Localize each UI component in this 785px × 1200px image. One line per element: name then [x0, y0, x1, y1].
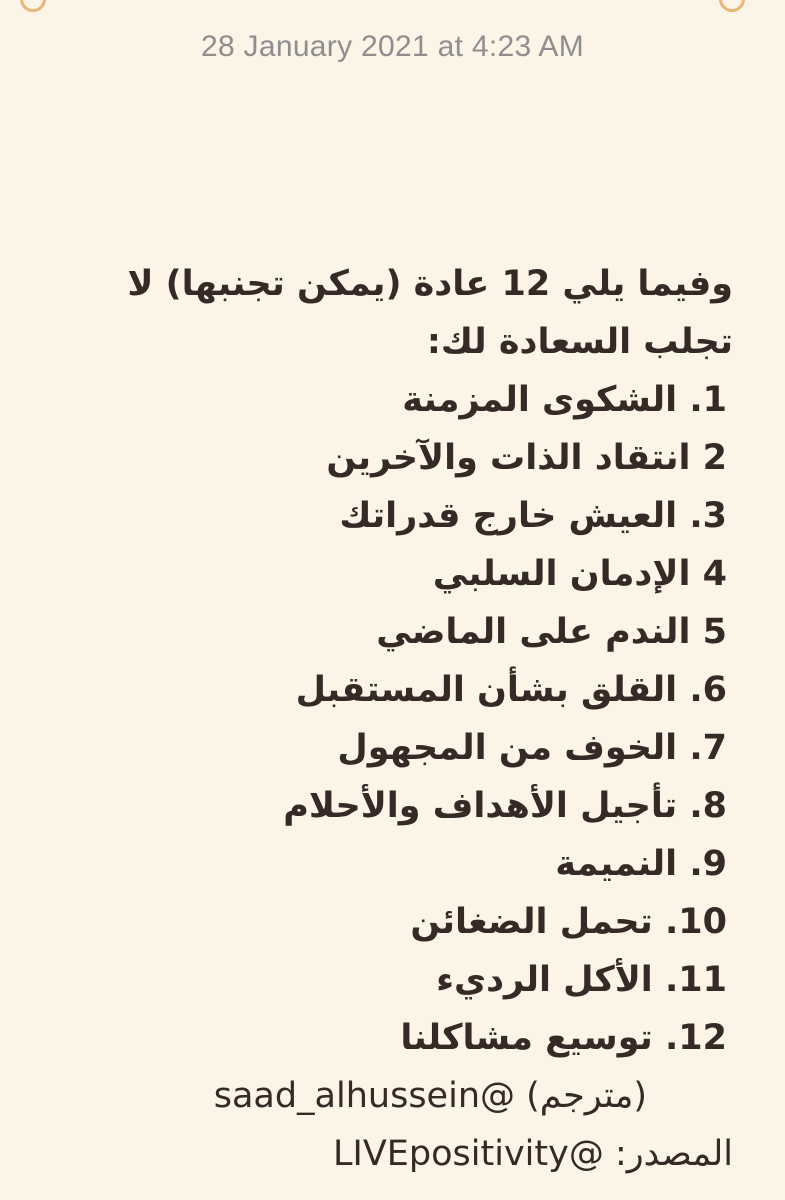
list-item: 11. الأكل الرديء — [436, 960, 727, 1000]
source-credit: المصدر: @LIVEpositivity — [333, 1134, 733, 1174]
note-body[interactable] — [83, 255, 733, 1183]
list-item: 2 انتقاد الذات والآخرين — [326, 438, 727, 478]
list-item: 3. العيش خارج قدراتك — [339, 496, 727, 536]
note-timestamp: 28 January 2021 at 4:23 AM — [200, 30, 585, 63]
list-item: 7. الخوف من المجهول — [337, 728, 727, 768]
note-intro-line-2: تجلب السعادة لك: — [426, 322, 733, 362]
back-icon[interactable] — [20, 0, 46, 12]
list-item: 5 الندم على الماضي — [376, 612, 727, 652]
list-item: 10. تحمل الضغائن — [410, 902, 727, 942]
list-item: 6. القلق بشأن المستقبل — [295, 670, 727, 710]
more-icon[interactable] — [719, 0, 745, 12]
list-item: 4 الإدمان السلبي — [432, 554, 727, 594]
list-item: 8. تأجيل الأهداف والأحلام — [283, 786, 727, 826]
list-item: 1. الشكوى المزمنة — [402, 380, 727, 420]
translator-credit: (مترجم) @saad_alhussein — [213, 1076, 647, 1116]
note-intro-line-1: وفيما يلي 12 عادة (يمكن تجنبها) لا — [127, 264, 733, 304]
list-item: 9. النميمة — [555, 844, 727, 884]
list-item: 12. توسيع مشاكلنا — [400, 1018, 727, 1058]
